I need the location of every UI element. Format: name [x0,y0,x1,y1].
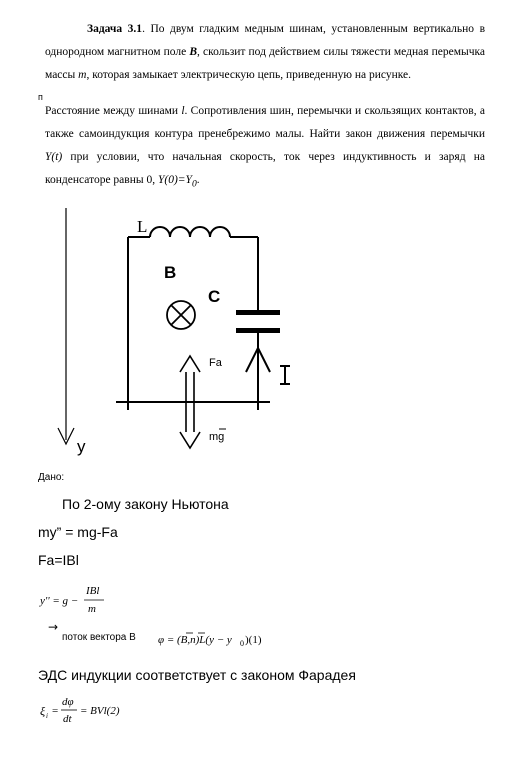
emf-equals: = [52,705,59,717]
flux-equation: φ = (B,n)L(y − y [158,634,232,646]
y-of-t: Y(t) [45,151,63,163]
equation-2: Fa=IBl [38,552,79,568]
acceleration-denominator: m [88,603,96,615]
inductor-label: L [137,217,148,236]
capacitor-label: C [208,287,221,306]
field-symbol: B [189,46,198,58]
emf-subscript: i [46,712,48,720]
problem-paragraph-1: Задача 3.1. По двум гладким медным шинам, установленным вертикально в однородном магнитном поле B, скользит под действием силы тяжести медная перемычка массы m, которая замыкает электрическую цепь, приведенную на рисунке. [45,23,486,81]
acceleration-equation-lhs: y'' = g − [40,595,79,607]
flux-subscript: 0 [240,639,244,648]
equation-1: my” = mg-Fa [38,524,118,540]
force-down-label: mg [209,431,225,443]
current-symbol [280,366,290,384]
initial-condition: $Y(0)=Y_0$ [157,174,197,190]
problem-paragraph-2: Расстояние между шинами l. Сопротивления шин, перемычки и скользящих контактов, а также самоиндукция контура пренебрежимо малы. Найти закон движения перемычки Y(t) при условии, что начальная скорость, ток через индуктивность и заряд на конденсаторе равны 0, $Y(0)=Y_0$. [45,105,485,190]
emf-symbol: ξ [40,704,46,718]
problem-title: Задача 3.1 [87,23,143,35]
inductor-coil [150,227,230,237]
newton-law-heading: По 2-ому закону Ньютона [62,496,229,512]
force-up-label: Fa [209,357,222,369]
field-into-page-symbol [167,301,195,329]
capacitor-plate-top [236,310,280,315]
y-axis-label: y [77,437,86,456]
flux-arrow-icon: → [48,620,59,634]
field-label: B [164,263,177,282]
mass-symbol: m [78,69,87,81]
flux-label: поток вектора В [62,632,136,643]
emf-rhs: = BVl(2) [80,705,120,717]
emf-numerator: dφ [62,696,74,708]
length-symbol: l [181,105,185,117]
emf-denominator: dt [63,713,72,725]
flux-equation-end: )(1) [245,634,262,646]
acceleration-numerator: IBl [86,585,100,597]
paragraph-marker: п [38,92,43,102]
capacitor-plate-bottom [236,328,280,333]
given-label: Дано: [38,472,65,483]
faraday-heading: ЭДС индукции соответствует с законом Фарадея [38,667,356,683]
